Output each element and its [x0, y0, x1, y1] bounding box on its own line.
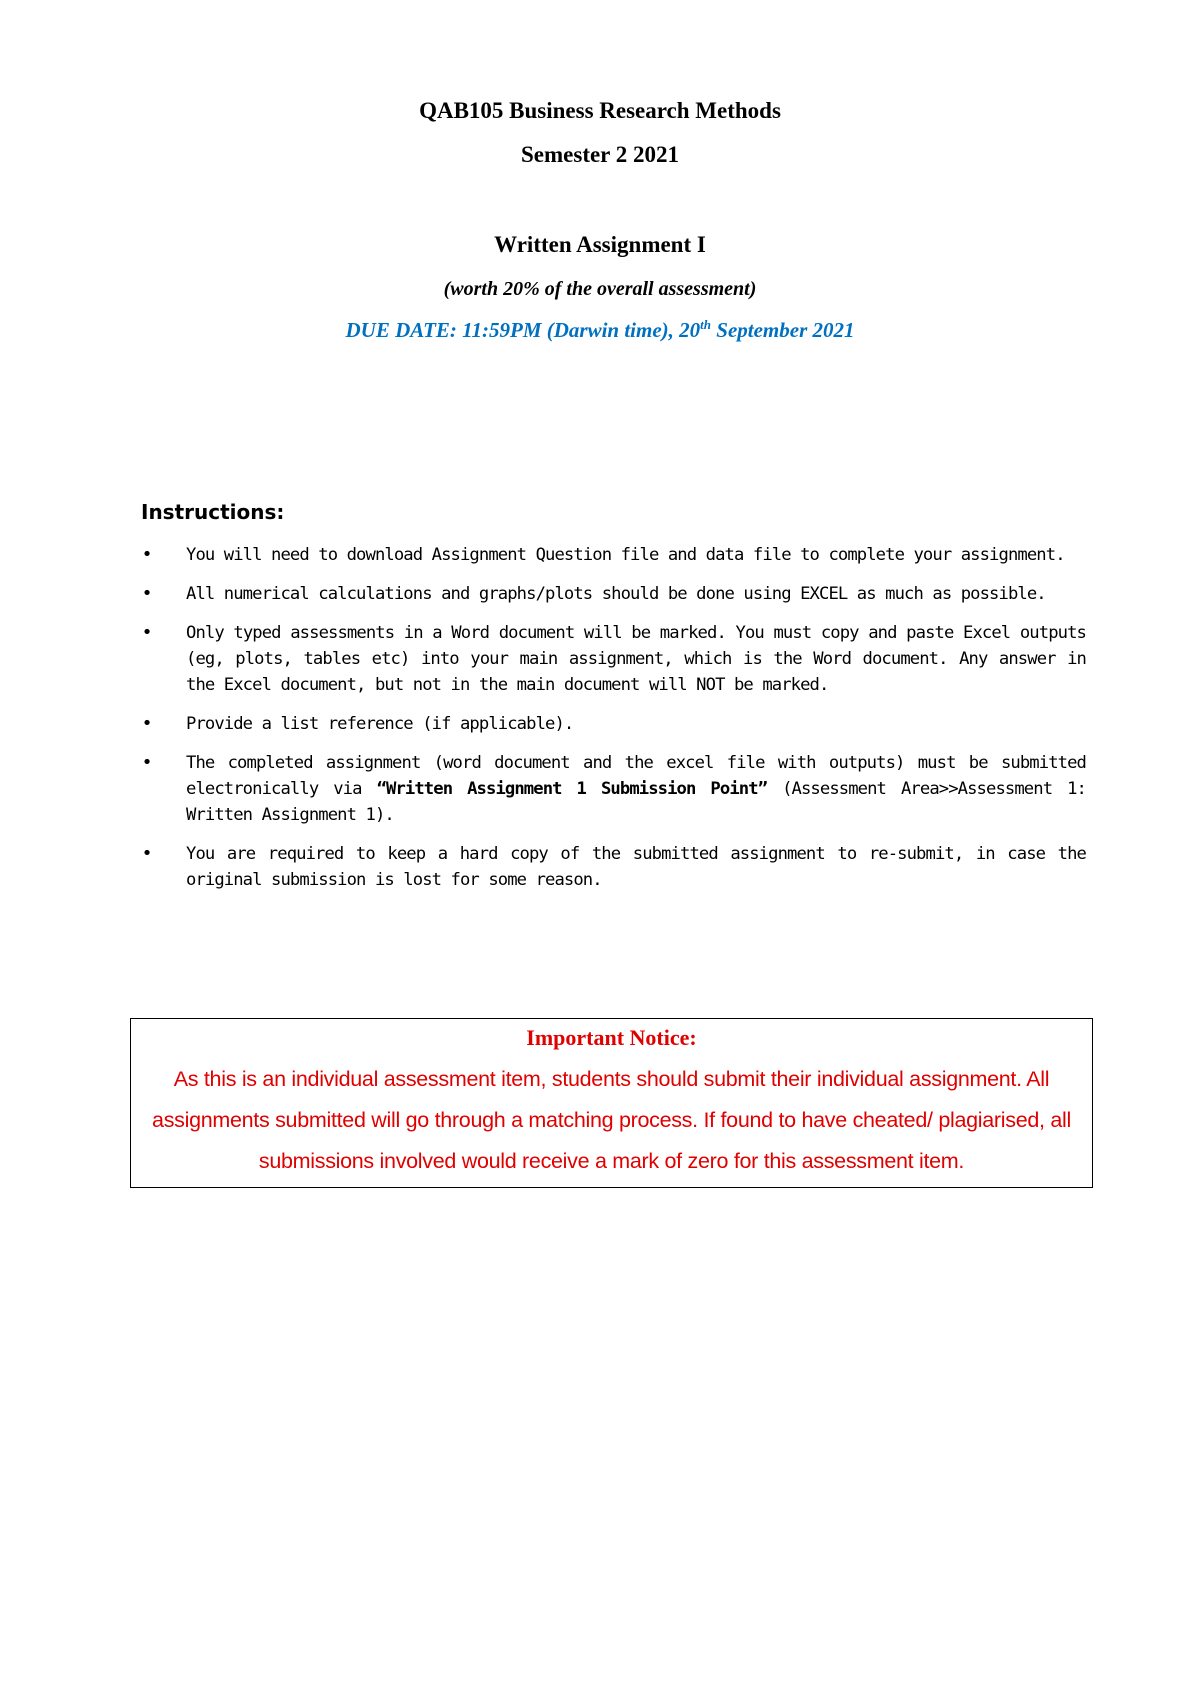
bullet-icon: •: [141, 752, 153, 773]
notice-body: As this is an individual assessment item, students should submit their individual assignment. All assignments submitted will go through a matching process. If found to have cheated/ plagiarised, all submissions involved would receive a mark of zero for this assessment item.: [152, 1067, 1071, 1173]
list-item-text-before: The completed assignment (word document and the excel file with outputs) must be submitted electronically via: [186, 753, 1086, 799]
instructions-list: [141, 542, 1086, 906]
bullet-icon: •: [141, 713, 153, 734]
list-item: [141, 711, 1086, 737]
list-item: [141, 542, 1086, 568]
bullet-icon: •: [141, 622, 153, 643]
list-item-text-after: (Assessment Area>>Assessment 1: Written Assignment 1).: [186, 779, 1087, 825]
bullet-icon: •: [141, 583, 153, 604]
list-item: [141, 750, 1086, 828]
instructions-heading: Instructions:: [141, 500, 285, 524]
important-notice-box: [130, 1018, 1093, 1188]
submission-point-name: “Written Assignment 1 Submission Point”: [376, 779, 768, 799]
assignment-title: Written Assignment I: [494, 232, 706, 257]
list-item-text: Only typed assessments in a Word document will be marked. You must copy and paste Excel outputs (eg, plots, tables etc) into your main assignment, which is the Word document. Any answer in the Excel document, but not in the main document will NOT be marked.: [186, 623, 1086, 695]
course-title: QAB105 Business Research Methods: [419, 98, 781, 123]
due-date-ordinal: th: [700, 317, 712, 332]
list-item-text: All numerical calculations and graphs/plots should be done using EXCEL as much as possible.: [186, 584, 1046, 604]
list-item-text: You are required to keep a hard copy of the submitted assignment to re-submit, in case the original submission is lost for some reason.: [186, 844, 1086, 890]
assessment-weight: (worth 20% of the overall assessment): [443, 278, 757, 300]
semester-line: Semester 2 2021: [521, 142, 679, 167]
list-item: [141, 620, 1086, 698]
list-item-text: Provide a list reference (if applicable).: [186, 714, 574, 734]
bullet-icon: •: [141, 544, 153, 565]
notice-heading: Important Notice:: [526, 1025, 697, 1050]
due-date-prefix: DUE DATE: 11:59PM (Darwin time), 20: [345, 318, 701, 342]
due-date-suffix: September 2021: [711, 318, 855, 342]
list-item-text: You will need to download Assignment Question file and data file to complete your assignment.: [186, 545, 1065, 565]
bullet-icon: •: [141, 843, 153, 864]
list-item: [141, 841, 1086, 893]
list-item: [141, 581, 1086, 607]
due-date: [0, 318, 1200, 343]
